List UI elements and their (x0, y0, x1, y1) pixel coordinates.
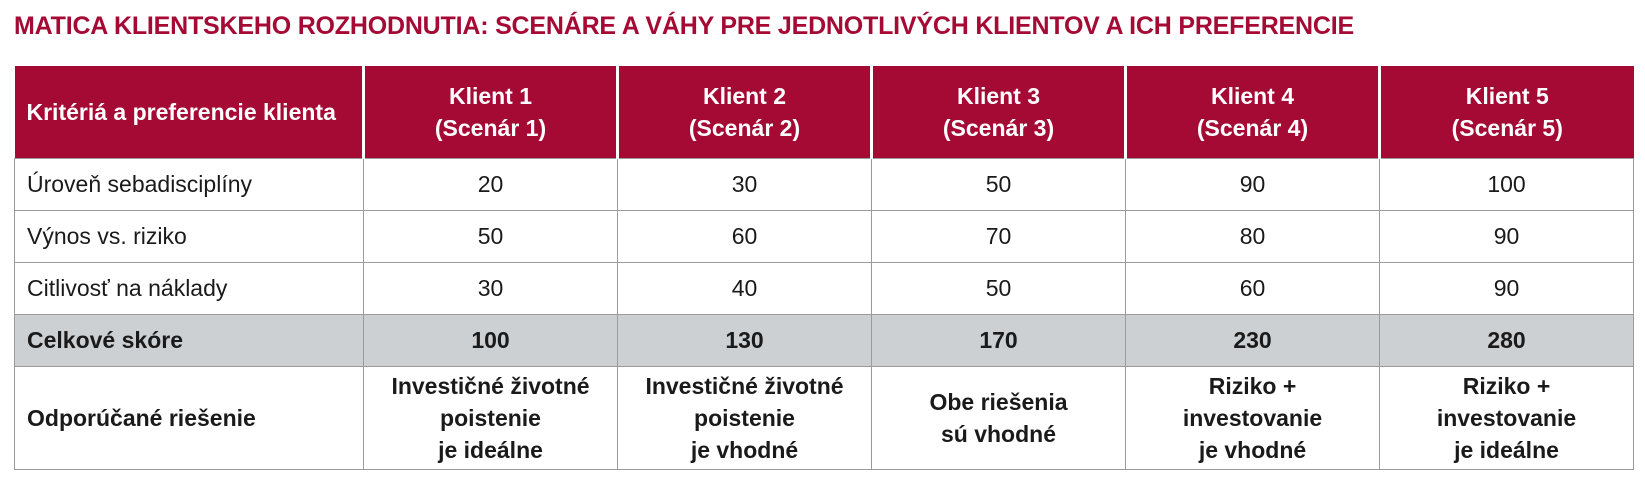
header-client-1 (364, 66, 618, 159)
header-client-2 (618, 66, 872, 159)
header-client-4 (1126, 66, 1380, 159)
table-row-total-score (15, 315, 1634, 367)
recommendation-label: Odporúčané riešenie (15, 367, 364, 470)
table-cell: 90 (1380, 263, 1634, 315)
recommendation-line: investovanie (1436, 405, 1577, 431)
client-name: Klient 4 (1210, 83, 1295, 109)
recommendation-line: Obe riešenia (929, 389, 1068, 415)
total-cell: 100 (364, 315, 618, 367)
table-cell: 30 (364, 263, 618, 315)
client-scenario: (Scenár 5) (1451, 115, 1563, 141)
table-cell: 60 (1126, 263, 1380, 315)
client-scenario: (Scenár 2) (688, 115, 801, 141)
table-cell: 40 (618, 263, 872, 315)
recommendation-cell (1380, 367, 1634, 470)
total-cell: 280 (1380, 315, 1634, 367)
table-cell: 90 (1126, 159, 1380, 211)
recommendation-line: investovanie (1182, 405, 1323, 431)
recommendation-line: je ideálne (438, 437, 543, 463)
table-row-recommendation (15, 367, 1634, 470)
criterion-label: Citlivosť na náklady (15, 263, 364, 315)
client-scenario: (Scenár 4) (1196, 115, 1309, 141)
client-scenario: (Scenár 1) (434, 115, 547, 141)
criterion-label: Výnos vs. riziko (15, 211, 364, 263)
recommendation-line: je vhodné (1198, 437, 1307, 463)
recommendation-line: Investičné životné (645, 373, 844, 399)
page-title: MATICA KLIENTSKEHO ROZHODNUTIA: SCENÁRE A VÁHY PRE JEDNOTLIVÝCH KLIENTOV A ICH PREFERENCIE (14, 12, 1354, 40)
recommendation-cell (1126, 367, 1380, 470)
header-client-5 (1380, 66, 1634, 159)
total-cell: 130 (618, 315, 872, 367)
recommendation-line: Riziko + (1208, 373, 1297, 399)
recommendation-cell (364, 367, 618, 470)
recommendation-line: sú vhodné (940, 421, 1056, 447)
table-row-return-vs-risk (15, 211, 1634, 263)
client-name: Klient 5 (1465, 83, 1549, 109)
client-name: Klient 1 (448, 83, 533, 109)
table-row-self-discipline (15, 159, 1634, 211)
table-cell: 50 (364, 211, 618, 263)
recommendation-line: je ideálne (1454, 437, 1559, 463)
table-cell: 90 (1380, 211, 1634, 263)
recommendation-line: Investičné životné (391, 373, 590, 399)
client-name: Klient 2 (702, 83, 787, 109)
table-cell: 50 (872, 159, 1126, 211)
recommendation-line: poistenie (440, 405, 541, 431)
table-row-cost-sensitivity (15, 263, 1634, 315)
total-label: Celkové skóre (15, 315, 364, 367)
client-scenario: (Scenár 3) (942, 115, 1055, 141)
header-row (15, 66, 1634, 159)
client-name: Klient 3 (956, 83, 1041, 109)
table-cell: 80 (1126, 211, 1380, 263)
table-cell: 60 (618, 211, 872, 263)
total-cell: 230 (1126, 315, 1380, 367)
total-cell: 170 (872, 315, 1126, 367)
table-cell: 20 (364, 159, 618, 211)
table-cell: 50 (872, 263, 1126, 315)
header-client-3 (872, 66, 1126, 159)
recommendation-line: poistenie (694, 405, 795, 431)
recommendation-line: Riziko + (1462, 373, 1551, 399)
table-cell: 70 (872, 211, 1126, 263)
header-criteria-label: Kritériá a preferencie klienta (15, 66, 364, 159)
table-cell: 100 (1380, 159, 1634, 211)
recommendation-cell (618, 367, 872, 470)
decision-matrix-table (14, 66, 1634, 470)
table-cell: 30 (618, 159, 872, 211)
recommendation-line: je vhodné (690, 437, 799, 463)
criterion-label: Úroveň sebadisciplíny (15, 159, 364, 211)
recommendation-cell (872, 367, 1126, 470)
